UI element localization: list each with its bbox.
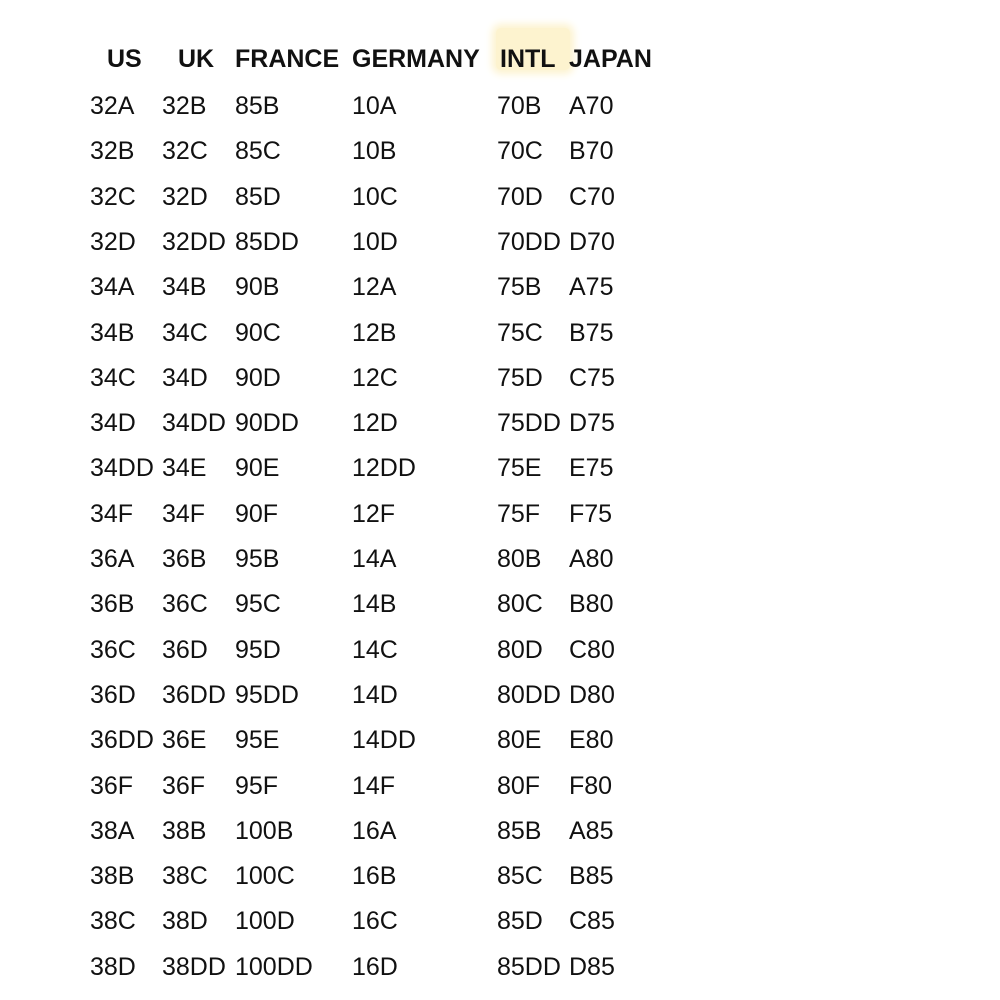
cell-intl: 85C — [497, 862, 543, 891]
cell-japan: A70 — [569, 92, 614, 120]
cell-japan: A85 — [569, 816, 614, 845]
cell-japan: C80 — [569, 635, 615, 664]
cell-japan: D80 — [569, 680, 615, 709]
cell-us: 32A — [90, 92, 135, 120]
cell-france: 100C — [235, 862, 295, 891]
cell-germany: 12DD — [352, 454, 416, 483]
cell-japan: D75 — [569, 409, 615, 438]
cell-intl: 80F — [497, 771, 541, 800]
cell-uk: 34C — [162, 318, 208, 347]
cell-japan: B80 — [569, 590, 614, 619]
cell-intl: 75D — [497, 363, 543, 392]
cell-germany: 12B — [352, 318, 397, 347]
cell-intl: 80E — [497, 726, 542, 755]
cell-intl: 85D — [497, 907, 543, 936]
cell-germany: 16C — [352, 907, 398, 936]
cell-japan: B75 — [569, 318, 614, 347]
cell-intl: 75C — [497, 318, 543, 347]
cell-intl: 75B — [497, 273, 542, 302]
cell-uk: 34B — [162, 273, 207, 302]
cell-germany: 10B — [352, 137, 397, 166]
cell-japan: F75 — [569, 499, 613, 528]
cell-france: 90F — [235, 499, 279, 528]
cell-uk: 34DD — [162, 409, 226, 438]
cell-france: 95B — [235, 545, 280, 573]
cell-uk: 32D — [162, 182, 208, 211]
cell-us: 32C — [90, 182, 136, 211]
cell-france: 95E — [235, 726, 280, 755]
cell-us: 34DD — [90, 454, 154, 483]
cell-germany: 12C — [352, 363, 398, 392]
cell-uk: 36E — [162, 726, 207, 755]
cell-germany: 14A — [352, 545, 397, 573]
cell-intl: 70DD — [497, 227, 561, 256]
cell-japan: B70 — [569, 137, 614, 166]
cell-us: 36C — [90, 635, 136, 664]
cell-intl: 80C — [497, 590, 543, 619]
cell-france: 90D — [235, 363, 281, 392]
cell-uk: 38B — [162, 816, 207, 845]
cell-intl: 85B — [497, 816, 542, 845]
cell-japan: C85 — [569, 907, 615, 936]
cell-us: 34D — [90, 409, 136, 438]
cell-intl: 85DD — [497, 952, 561, 981]
cell-france: 100B — [235, 816, 294, 845]
cell-germany: 12D — [352, 409, 398, 438]
cell-france: 100D — [235, 907, 295, 936]
cell-japan: C75 — [569, 363, 615, 392]
cell-intl: 75DD — [497, 409, 561, 438]
cell-us: 38B — [90, 862, 135, 891]
cell-france: 85C — [235, 137, 281, 166]
cell-intl: 70B — [497, 92, 542, 120]
cell-uk: 38C — [162, 862, 208, 891]
cell-japan: A80 — [569, 545, 614, 573]
cell-intl: 70C — [497, 137, 543, 166]
cell-uk: 34D — [162, 363, 208, 392]
cell-uk: 36C — [162, 590, 208, 619]
cell-japan: D85 — [569, 952, 615, 981]
cell-intl: 80B — [497, 545, 542, 573]
cell-japan: B85 — [569, 862, 614, 891]
cell-us: 32D — [90, 227, 136, 256]
cell-france: 90DD — [235, 409, 299, 438]
cell-us: 36B — [90, 590, 135, 619]
column-header-us: US — [107, 45, 142, 73]
column-header-france: FRANCE — [235, 45, 340, 73]
cell-uk: 32C — [162, 137, 208, 166]
cell-us: 36DD — [90, 726, 154, 755]
cell-germany: 12A — [352, 273, 397, 302]
cell-germany: 10A — [352, 92, 397, 120]
cell-germany: 12F — [352, 499, 396, 528]
cell-us: 32B — [90, 137, 135, 166]
cell-us: 34F — [90, 499, 134, 528]
cell-france: 95D — [235, 635, 281, 664]
cell-germany: 14C — [352, 635, 398, 664]
cell-germany: 16B — [352, 862, 397, 891]
cell-japan: D70 — [569, 227, 615, 256]
cell-intl: 75F — [497, 499, 541, 528]
cell-france: 95C — [235, 590, 281, 619]
cell-germany: 14F — [352, 771, 396, 800]
cell-france: 90B — [235, 273, 280, 302]
cell-germany: 10C — [352, 182, 398, 211]
cell-japan: A75 — [569, 273, 614, 302]
cell-intl: 75E — [497, 454, 542, 483]
cell-japan: C70 — [569, 182, 615, 211]
cell-germany: 16D — [352, 952, 398, 981]
cell-us: 36D — [90, 680, 136, 709]
cell-uk: 36D — [162, 635, 208, 664]
cell-intl: 80D — [497, 635, 543, 664]
cell-us: 34B — [90, 318, 135, 347]
cell-uk: 36DD — [162, 680, 226, 709]
cell-us: 38A — [90, 816, 135, 845]
cell-us: 34C — [90, 363, 136, 392]
cell-us: 38D — [90, 952, 136, 981]
cell-uk: 36B — [162, 545, 207, 573]
cell-france: 90E — [235, 454, 280, 483]
cell-us: 34A — [90, 273, 135, 302]
cell-uk: 34F — [162, 499, 206, 528]
cell-uk: 34E — [162, 454, 207, 483]
cell-uk: 38D — [162, 907, 208, 936]
cell-france: 85D — [235, 182, 281, 211]
cell-intl: 80DD — [497, 680, 561, 709]
cell-germany: 10D — [352, 227, 398, 256]
cell-germany: 14DD — [352, 726, 416, 755]
cell-us: 36F — [90, 771, 134, 800]
column-header-uk: UK — [178, 45, 215, 73]
cell-france: 85DD — [235, 227, 299, 256]
cell-france: 90C — [235, 318, 281, 347]
cell-uk: 36F — [162, 771, 206, 800]
cell-germany: 14D — [352, 680, 398, 709]
cell-france: 85B — [235, 92, 280, 120]
column-header-germany: GERMANY — [352, 45, 480, 73]
cell-us: 36A — [90, 545, 135, 573]
cell-france: 100DD — [235, 952, 313, 981]
cell-uk: 32DD — [162, 227, 226, 256]
cell-germany: 14B — [352, 590, 397, 619]
cell-france: 95DD — [235, 680, 299, 709]
cell-intl: 70D — [497, 182, 543, 211]
column-header-japan: JAPAN — [569, 45, 652, 73]
cell-us: 38C — [90, 907, 136, 936]
cell-germany: 16A — [352, 816, 397, 845]
cell-uk: 32B — [162, 92, 207, 120]
cell-japan: F80 — [569, 771, 613, 800]
column-header-intl: INTL — [500, 45, 556, 73]
cell-france: 95F — [235, 771, 279, 800]
cell-japan: E80 — [569, 726, 614, 755]
cell-japan: E75 — [569, 454, 614, 483]
cell-uk: 38DD — [162, 952, 226, 981]
